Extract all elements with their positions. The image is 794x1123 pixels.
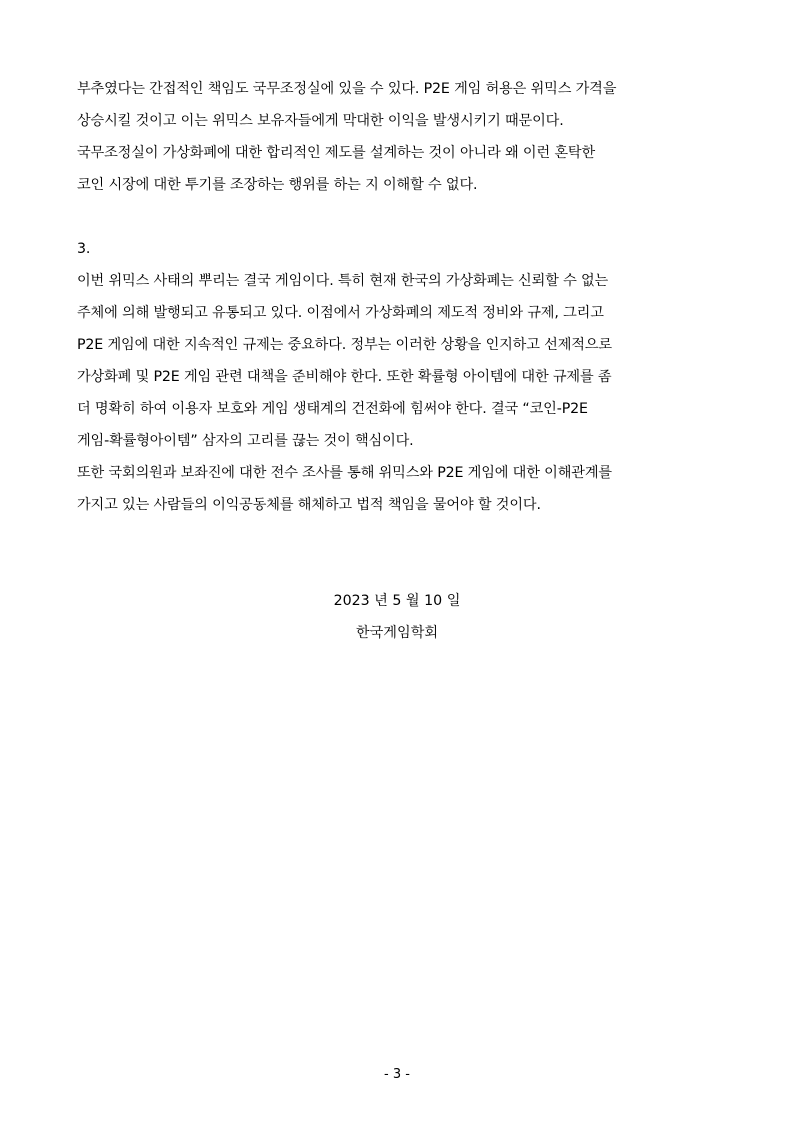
paragraph1-line-3: 국무조정실이 가상화폐에 대한 합리적인 제도를 설계하는 것이 아니라 왜 이런 혼탁한 bbox=[77, 145, 596, 161]
section3-line-5: 더 명확히 하여 이용자 보호와 게임 생태계의 건전화에 힘써야 한다. 결국 “코인-P2E bbox=[77, 401, 588, 417]
page-number: - 3 - bbox=[384, 1067, 410, 1082]
section3-line-7: 또한 국회의원과 보좌진에 대한 전수 조사를 통해 위믹스와 P2E 게임에 대한 이해관계를 bbox=[77, 465, 612, 481]
paragraph1-line-4: 코인 시장에 대한 투기를 조장하는 행위를 하는 지 이해할 수 없다. bbox=[77, 177, 478, 193]
signature-date: 2023 년 5 월 10 일 bbox=[333, 593, 461, 609]
section3-line-4: 가상화폐 및 P2E 게임 관련 대책을 준비해야 한다. 또한 확률형 아이템에 대한 규제를 좀 bbox=[77, 369, 612, 385]
paragraph1-line-1: 부추였다는 간접적인 책임도 국무조정실에 있을 수 있다. P2E 게임 허용은 위믹스 가격을 bbox=[77, 81, 617, 97]
signature-organization: 한국게임학회 bbox=[355, 625, 439, 641]
paragraph1-line-2: 상승시킬 것이고 이는 위믹스 보유자들에게 막대한 이익을 발생시키기 때문이다. bbox=[77, 113, 564, 129]
section3-line-8: 가지고 있는 사람들의 이익공동체를 해체하고 법적 책임을 물어야 할 것이다. bbox=[77, 497, 541, 513]
section-number: 3. bbox=[77, 241, 91, 257]
section3-line-6: 게임-확률형아이템” 삼자의 고리를 끊는 것이 핵심이다. bbox=[77, 433, 414, 449]
section3-line-3: P2E 게임에 대한 지속적인 규제는 중요하다. 정부는 이러한 상황을 인지하고 선제적으로 bbox=[77, 337, 612, 353]
section3-line-2: 주체에 의해 발행되고 유통되고 있다. 이점에서 가상화폐의 제도적 정비와 규제, 그리고 bbox=[77, 305, 604, 321]
section3-line-1: 이번 위믹스 사태의 뿌리는 결국 게임이다. 특히 현재 한국의 가상화폐는 신뢰할 수 없는 bbox=[77, 273, 609, 289]
